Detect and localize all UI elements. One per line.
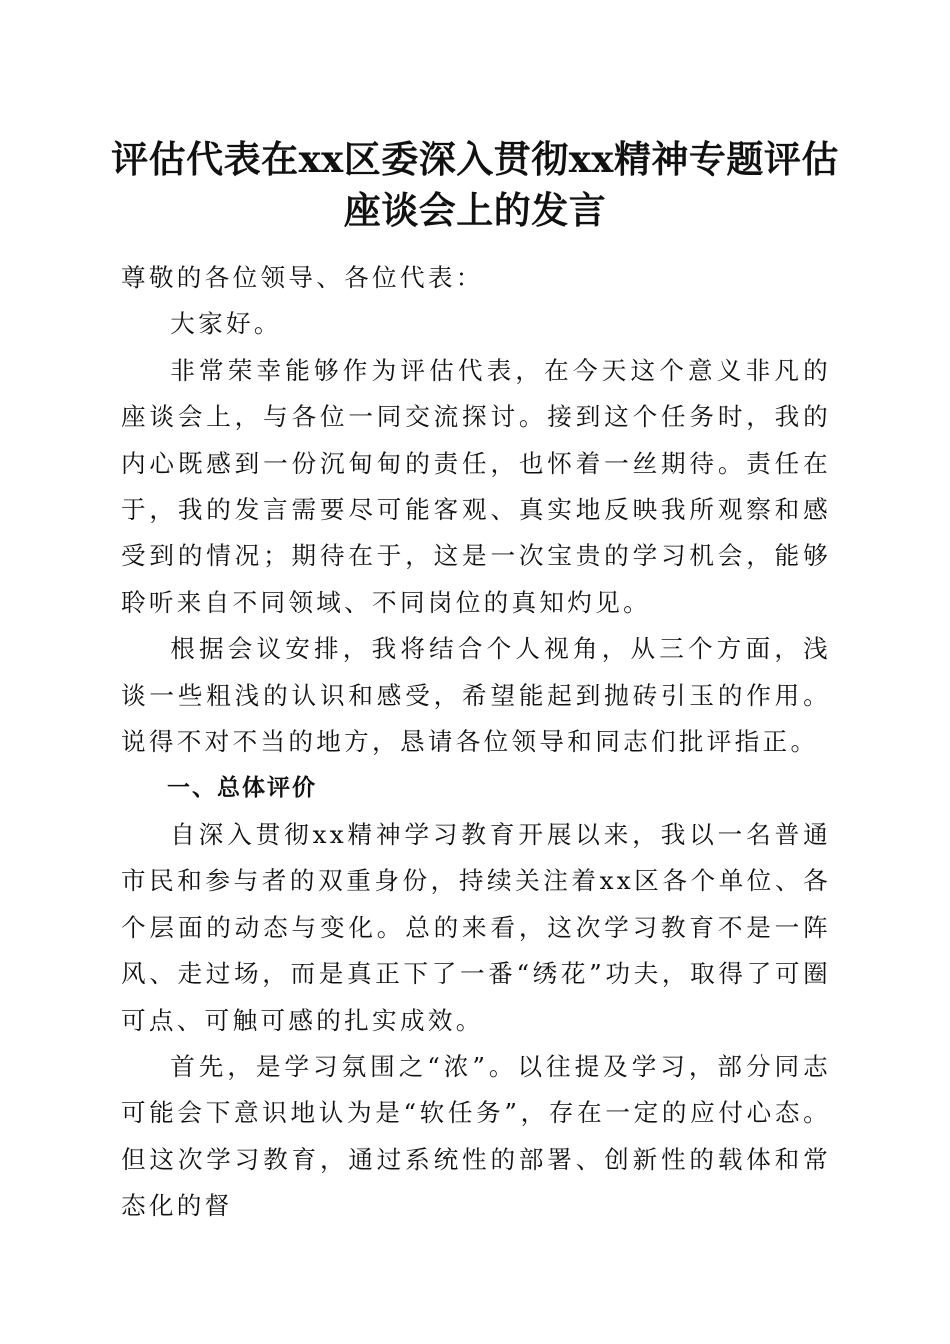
paragraph-intro: 非常荣幸能够作为评估代表，在今天这个意义非凡的座谈会上，与各位一同交流探讨。接到这个任务时，我的内心既感到一份沉甸甸的责任，也怀着一丝期待。责任在于，我的发言需要尽可能客观、真实地反映我所观察和感受到的情况；期待在于，这是一次宝贵的学习机会，能够聆听来自不同领域、不同岗位的真知灼见。: [121, 355, 831, 617]
salutation: 尊敬的各位领导、各位代表：: [121, 263, 484, 292]
greeting: 大家好。: [170, 309, 282, 339]
paragraph-arrangement: 根据会议安排，我将结合个人视角，从三个方面，浅谈一些粗浅的认识和感受，希望能起到抛砖引玉的作用。说得不对不当的地方，恳请各位领导和同志们批评指正。: [121, 634, 831, 757]
paragraph-overall: 自深入贯彻xx精神学习教育开展以来，我以一名普通市民和参与者的双重身份，持续关注着xx区各个单位、各个层面的动态与变化。总的来看，这次学习教育不是一阵风、走过场，而是真正下了一番“绣花”功夫，取得了可圈可点、可触可感的扎实成效。: [121, 819, 831, 1035]
section-heading-overall-evaluation: 一、总体评价: [167, 775, 317, 802]
document-title: 评估代表在xx区委深入贯彻xx精神专题评估座谈会上的发言: [111, 137, 839, 232]
paragraph-atmosphere: 首先，是学习氛围之“浓”。以往提及学习，部分同志可能会下意识地认为是“软任务”，存在一定的应付心态。但这次学习教育，通过系统性的部署、创新性的载体和常态化的督: [121, 1051, 831, 1221]
document-body: [121, 255, 831, 1230]
